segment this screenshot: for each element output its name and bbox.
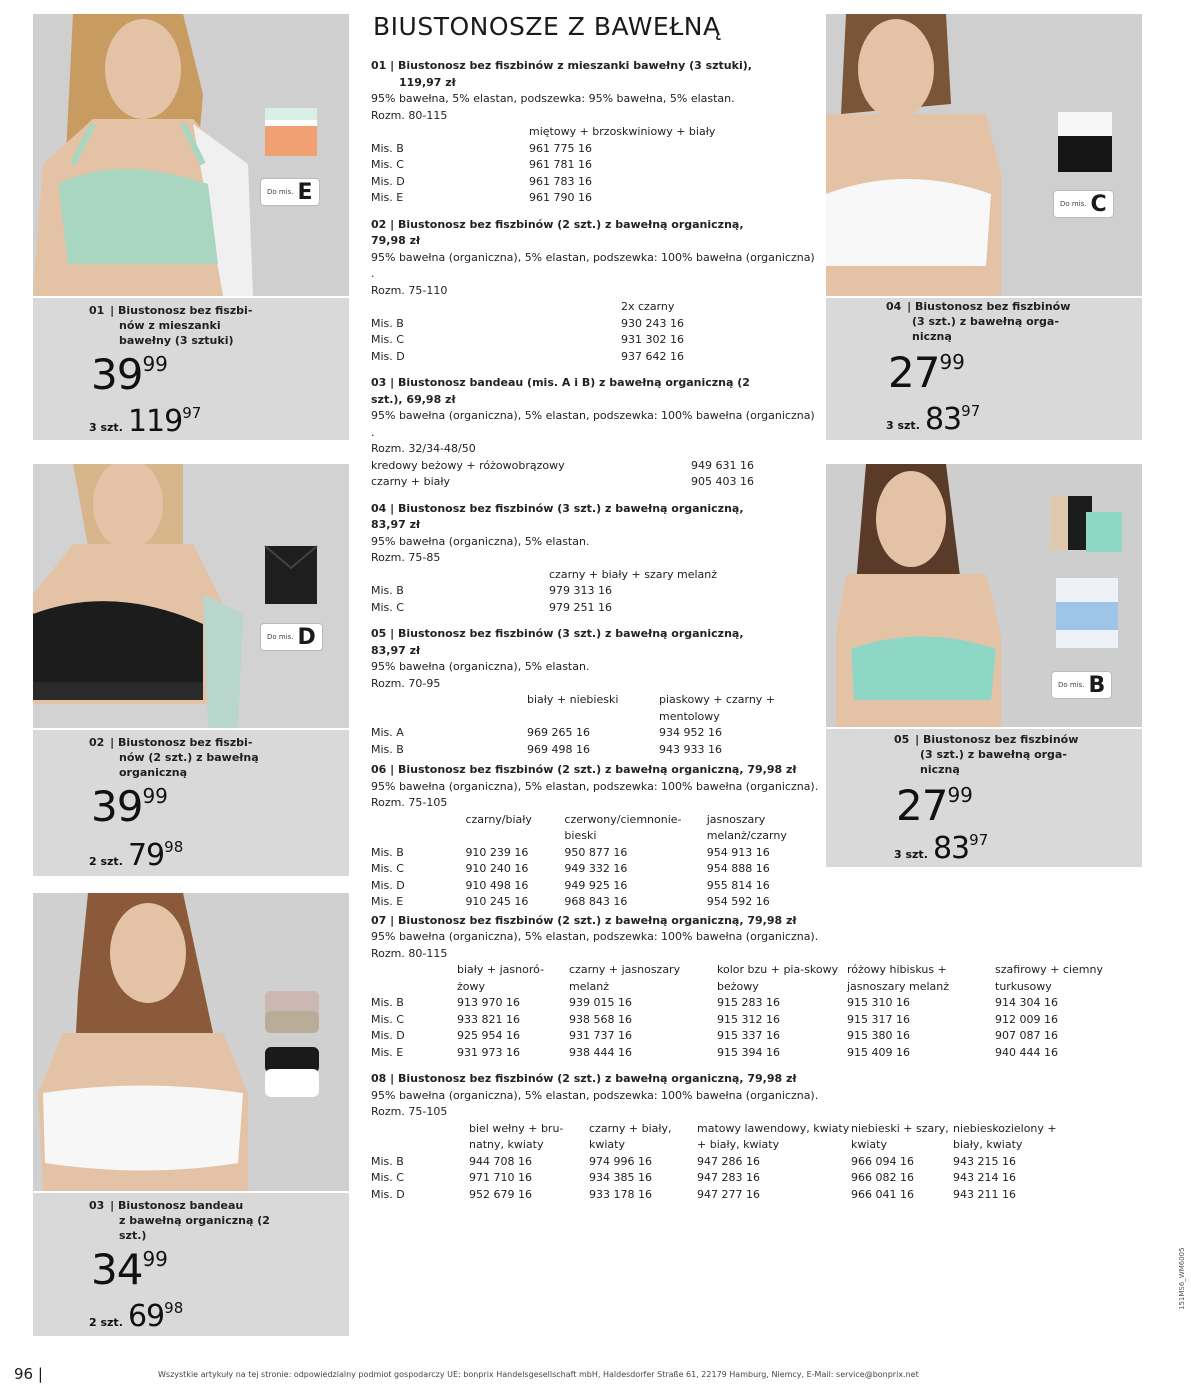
multipack-price <box>894 831 988 866</box>
title-line: (3 szt.) z bawełną orga- <box>920 747 1067 761</box>
spec-table <box>371 692 799 758</box>
table-row: Mis. D 961 783 16 <box>371 174 592 188</box>
title-line: organiczną <box>119 765 188 779</box>
spec-description: 95% bawełna (organiczna), 5% elastan, podszewka: 100% bawełna (organiczna). <box>371 1088 819 1102</box>
title-line: Biustonosz bandeau <box>118 1199 244 1212</box>
color-header: szafirowy + ciemny turkusowy <box>995 963 1103 993</box>
multipack-qty: 3 szt. <box>894 848 928 861</box>
spec-size: Rozm. 75-110 <box>371 283 448 297</box>
product-card-03[interactable] <box>33 893 349 1336</box>
page-number: 96 | <box>14 1365 43 1383</box>
spec-title: 07 | Biustonosz bez fiszbinów (2 szt.) z bawełną organiczną, 79,98 zł <box>371 913 797 927</box>
spec-title: 08 | Biustonosz bez fiszbinów (2 szt.) z bawełną organiczną, 79,98 zł <box>371 1072 797 1085</box>
table-row: kredowy beżowy + różowobrązowy 949 631 16 <box>371 458 754 472</box>
price-dec: 99 <box>142 352 168 376</box>
table-row: Mis. C 931 302 16 <box>371 333 684 346</box>
spec-size: Rozm. 80-115 <box>371 946 448 960</box>
price-int: 34 <box>91 1245 143 1294</box>
product-title: 05 | Biustonosz bez fiszbinów (3 szt.) z bawełną orga- niczną <box>894 733 1079 776</box>
table-row: Mis. B 979 313 16 <box>371 584 612 597</box>
multipack-price <box>89 1299 183 1334</box>
product-card-04[interactable] <box>826 14 1142 440</box>
table-row: Mis. B 930 243 16 <box>371 316 684 330</box>
table-row: Mis. B 944 708 16 974 996 16 947 286 16 966 094 16 943 215 16 <box>371 1154 1016 1168</box>
table-row: czarny + biały 905 403 16 <box>371 475 754 488</box>
product-photo <box>826 14 1142 296</box>
spec-table <box>371 458 754 491</box>
product-info <box>33 728 349 876</box>
spec-item-06 <box>371 762 821 911</box>
spec-table <box>371 1121 1073 1204</box>
bra-thumbnail <box>261 538 323 608</box>
product-number: 05 <box>894 733 910 746</box>
color-header: 2x czarny <box>621 300 675 313</box>
spec-description: 95% bawełna (organiczna), 5% elastan, podszewka: 100% bawełna (organiczna). <box>371 930 819 943</box>
color-header: różowy hibiskus + jasnoszary melanż <box>847 963 950 993</box>
table-row: Mis. A 969 265 16 934 952 16 <box>371 726 722 739</box>
title-line: szt.) <box>119 1228 147 1242</box>
multipack-qty: 2 szt. <box>89 855 123 868</box>
color-header: czarny + jasnoszary melanż <box>569 963 681 993</box>
spec-item-05 <box>371 626 821 758</box>
cup-size-badge <box>1054 191 1113 217</box>
spec-description: 95% bawełna (organiczna), 5% elastan. <box>371 660 590 673</box>
table-row: Mis. C 971 710 16 934 385 16 947 283 16 966 082 16 943 214 16 <box>371 1171 1016 1184</box>
multipack-price <box>89 404 201 439</box>
badge-cup: C <box>1090 191 1107 217</box>
multipack-qty: 2 szt. <box>89 1316 123 1329</box>
product-card-05[interactable] <box>826 464 1142 867</box>
product-price <box>896 781 973 830</box>
spec-size: Rozm. 75-105 <box>371 1105 448 1118</box>
multipack-int: 83 <box>932 831 970 866</box>
color-header: czarny + biały, kwiaty <box>589 1121 672 1151</box>
table-row: Mis. D 925 954 16 931 737 16 915 337 16 915 380 16 907 087 16 <box>371 1029 1058 1042</box>
spec-table <box>371 812 821 911</box>
multipack-int: 69 <box>127 1299 165 1334</box>
price-int: 39 <box>91 350 143 399</box>
spec-size: Rozm. 75-105 <box>371 796 448 809</box>
spec-item-08 <box>371 1071 1131 1203</box>
spec-table <box>371 567 717 617</box>
product-price <box>91 782 168 831</box>
multipack-dec: 98 <box>164 1299 184 1317</box>
table-row: Mis. D 952 679 16 933 178 16 947 277 16 966 041 16 943 211 16 <box>371 1187 1016 1201</box>
product-photo <box>33 14 349 296</box>
footer-legal: Wszystkie artykuły na tej stronie: odpowiedzialny podmiot gospodarczy UE: bonprix Handelsgesellschaft mbH, Haldesdorfer Straße 61, 22179 Hamburg, Niemcy, E-Mail: service@bonprix.net <box>158 1370 919 1379</box>
catalog-code: 151MS6_WM6005 <box>1178 1247 1186 1310</box>
title-line: nów (2 szt.) z bawełną <box>119 750 259 764</box>
product-photo <box>33 893 349 1191</box>
cup-size-badge <box>1052 672 1111 698</box>
color-header: czarny/biały <box>465 812 532 826</box>
title-line: (3 szt.) z bawełną orga- <box>912 314 1059 328</box>
table-row: Mis. C 910 240 16 949 332 16 954 888 16 <box>371 862 770 875</box>
title-line: niczną <box>920 762 960 776</box>
product-info <box>33 296 349 440</box>
product-card-02[interactable] <box>33 464 349 876</box>
color-header: jasnoszary melanż/czarny <box>706 812 787 842</box>
bra-thumbnail <box>261 98 323 160</box>
bra-thumbnail <box>1054 86 1116 176</box>
multipack-dec: 98 <box>164 838 184 856</box>
price-dec: 99 <box>947 783 973 807</box>
multipack-dec: 97 <box>182 404 202 422</box>
multipack-qty: 3 szt. <box>886 419 920 432</box>
spec-size: Rozm. 32/34-48/50 <box>371 442 476 455</box>
multipack-price <box>886 402 980 437</box>
product-title: 04 | Biustonosz bez fiszbinów (3 szt.) z bawełną orga- niczną <box>886 300 1071 343</box>
spec-table <box>371 299 684 365</box>
page-heading: BIUSTONOSZE Z BAWEŁNĄ <box>373 12 721 41</box>
spec-item-07 <box>371 913 1131 1062</box>
spec-description: 95% bawełna (organiczna), 5% elastan, podszewka: 100% bawełna (organiczna) . <box>371 250 815 280</box>
spec-title: 03 | Biustonosz bandeau (mis. A i B) z bawełną organiczną (2 szt.), 69,98 zł <box>371 376 750 406</box>
color-header: czerwony/ciemnonie-bieski <box>564 812 682 842</box>
product-photo <box>33 464 349 728</box>
table-row: Mis. E 961 790 16 <box>371 191 592 204</box>
price-dec: 99 <box>939 350 965 374</box>
table-row: Mis. E 931 973 16 938 444 16 915 394 16 915 409 16 940 444 16 <box>371 1045 1058 1059</box>
table-row: Mis. C 979 251 16 <box>371 600 612 614</box>
spec-table <box>371 124 715 207</box>
spec-title: 02 | Biustonosz bez fiszbinów (2 szt.) z bawełną organiczną, 79,98 zł <box>371 217 744 247</box>
product-title: 01 | Biustonosz bez fiszbi- nów z mieszanki bawełny (3 sztuki) <box>89 304 253 347</box>
color-header: matowy lawendowy, kwiaty + biały, kwiaty <box>697 1121 850 1151</box>
color-header: piaskowy + czarny + mentolowy <box>659 693 776 723</box>
bra-thumbnail <box>261 989 323 1109</box>
product-number: 03 <box>89 1199 105 1212</box>
spec-item-03 <box>371 375 821 491</box>
spec-size: Rozm. 70-95 <box>371 676 441 690</box>
spec-item-02 <box>371 217 821 366</box>
spec-title: 04 | Biustonosz bez fiszbinów (3 szt.) z bawełną organiczną, 83,97 zł <box>371 501 744 531</box>
price-dec: 99 <box>142 784 168 808</box>
product-title: 02 | Biustonosz bez fiszbi- nów (2 szt.) z bawełną organiczną <box>89 736 259 779</box>
badge-cup: D <box>297 624 316 650</box>
product-title: 03 | Biustonosz bandeau z bawełną organiczną (2 szt.) <box>89 1199 270 1242</box>
product-photo <box>826 464 1142 727</box>
color-header: niebieski + szary, kwiaty <box>851 1121 949 1151</box>
table-row: Mis. B 961 775 16 <box>371 141 592 155</box>
title-line: z bawełną organiczną (2 <box>119 1213 270 1227</box>
table-row: Mis. D 937 642 16 <box>371 349 684 363</box>
multipack-qty: 3 szt. <box>89 421 123 434</box>
product-info <box>826 727 1142 867</box>
table-row: Mis. B 913 970 16 939 015 16 915 283 16 915 310 16 914 304 16 <box>371 996 1058 1009</box>
product-number: 02 <box>89 736 105 749</box>
product-card-01[interactable] <box>33 14 349 440</box>
badge-cup: E <box>297 179 313 205</box>
spec-description: 95% bawełna (organiczna), 5% elastan, podszewka: 100% bawełna (organiczna) . <box>371 409 815 439</box>
product-price <box>91 1245 168 1294</box>
spec-description: 95% bawełna (organiczna), 5% elastan. <box>371 534 590 548</box>
product-info <box>33 1191 349 1336</box>
title-line: Biustonosz bez fiszbi- <box>118 304 253 317</box>
product-number: 01 <box>89 304 105 317</box>
color-header: miętowy + brzoskwiniowy + biały <box>529 125 716 138</box>
badge-label: Do mis. <box>1058 681 1085 689</box>
table-row: Mis. D 910 498 16 949 925 16 955 814 16 <box>371 878 770 892</box>
badge-cup: B <box>1088 672 1106 698</box>
table-row: Mis. C 933 821 16 938 568 16 915 312 16 915 317 16 912 009 16 <box>371 1012 1058 1026</box>
price-int: 27 <box>896 781 948 830</box>
spec-size: Rozm. 80-115 <box>371 108 448 122</box>
price-dec: 99 <box>142 1247 168 1271</box>
product-number: 04 <box>886 300 902 313</box>
badge-label: Do mis. <box>1060 200 1087 208</box>
spec-size: Rozm. 75-85 <box>371 551 441 564</box>
color-header: niebieskozielony + biały, kwiaty <box>953 1121 1057 1151</box>
title-line: Biustonosz bez fiszbi- <box>118 736 253 749</box>
badge-label: Do mis. <box>267 188 294 196</box>
cup-size-badge <box>261 179 319 205</box>
product-price <box>888 348 965 397</box>
spec-table <box>371 962 1125 1061</box>
spec-description: 95% bawełna (organiczna), 5% elastan, podszewka: 100% bawełna (organiczna). <box>371 779 819 793</box>
bra-thumbnail <box>1046 492 1126 652</box>
multipack-dec: 97 <box>969 831 989 849</box>
title-line: Biustonosz bez fiszbinów <box>923 733 1079 746</box>
title-line: niczną <box>912 329 952 343</box>
title-line: Biustonosz bez fiszbinów <box>915 300 1071 313</box>
multipack-dec: 97 <box>961 402 981 420</box>
spec-item-04 <box>371 501 821 617</box>
color-header: biel wełny + bru-natny, kwiaty <box>469 1121 564 1151</box>
spec-item-01 <box>371 58 821 207</box>
spec-title: 05 | Biustonosz bez fiszbinów (3 szt.) z bawełną organiczną, 83,97 zł <box>371 627 744 657</box>
spec-title: 01 | Biustonosz bez fiszbinów z mieszanki bawełny (3 sztuki), 119,97 zł <box>371 59 752 89</box>
cup-size-badge <box>261 624 322 650</box>
color-header: biały + niebieski <box>527 693 619 706</box>
product-info <box>826 296 1142 440</box>
spec-title: 06 | Biustonosz bez fiszbinów (2 szt.) z bawełną organiczną, 79,98 zł <box>371 763 797 776</box>
color-header: biały + jasnoró-żowy <box>457 963 545 993</box>
badge-label: Do mis. <box>267 633 294 641</box>
table-row: Mis. B 969 498 16 943 933 16 <box>371 742 722 756</box>
multipack-int: 79 <box>127 838 165 873</box>
multipack-int: 83 <box>924 402 962 437</box>
product-price <box>91 350 168 399</box>
multipack-int: 119 <box>127 404 183 439</box>
title-line: bawełny (3 sztuki) <box>119 333 234 347</box>
multipack-price <box>89 838 183 873</box>
color-header: kolor bzu + pia-skowy beżowy <box>717 963 839 993</box>
table-row: Mis. C 961 781 16 <box>371 158 592 171</box>
spec-description: 95% bawełna, 5% elastan, podszewka: 95% bawełna, 5% elastan. <box>371 92 735 105</box>
title-line: nów z mieszanki <box>119 318 221 332</box>
price-int: 39 <box>91 782 143 831</box>
table-row: Mis. B 910 239 16 950 877 16 954 913 16 <box>371 845 770 859</box>
color-header: czarny + biały + szary melanż <box>549 567 718 581</box>
table-row: Mis. E 910 245 16 968 843 16 954 592 16 <box>371 895 770 908</box>
price-int: 27 <box>888 348 940 397</box>
